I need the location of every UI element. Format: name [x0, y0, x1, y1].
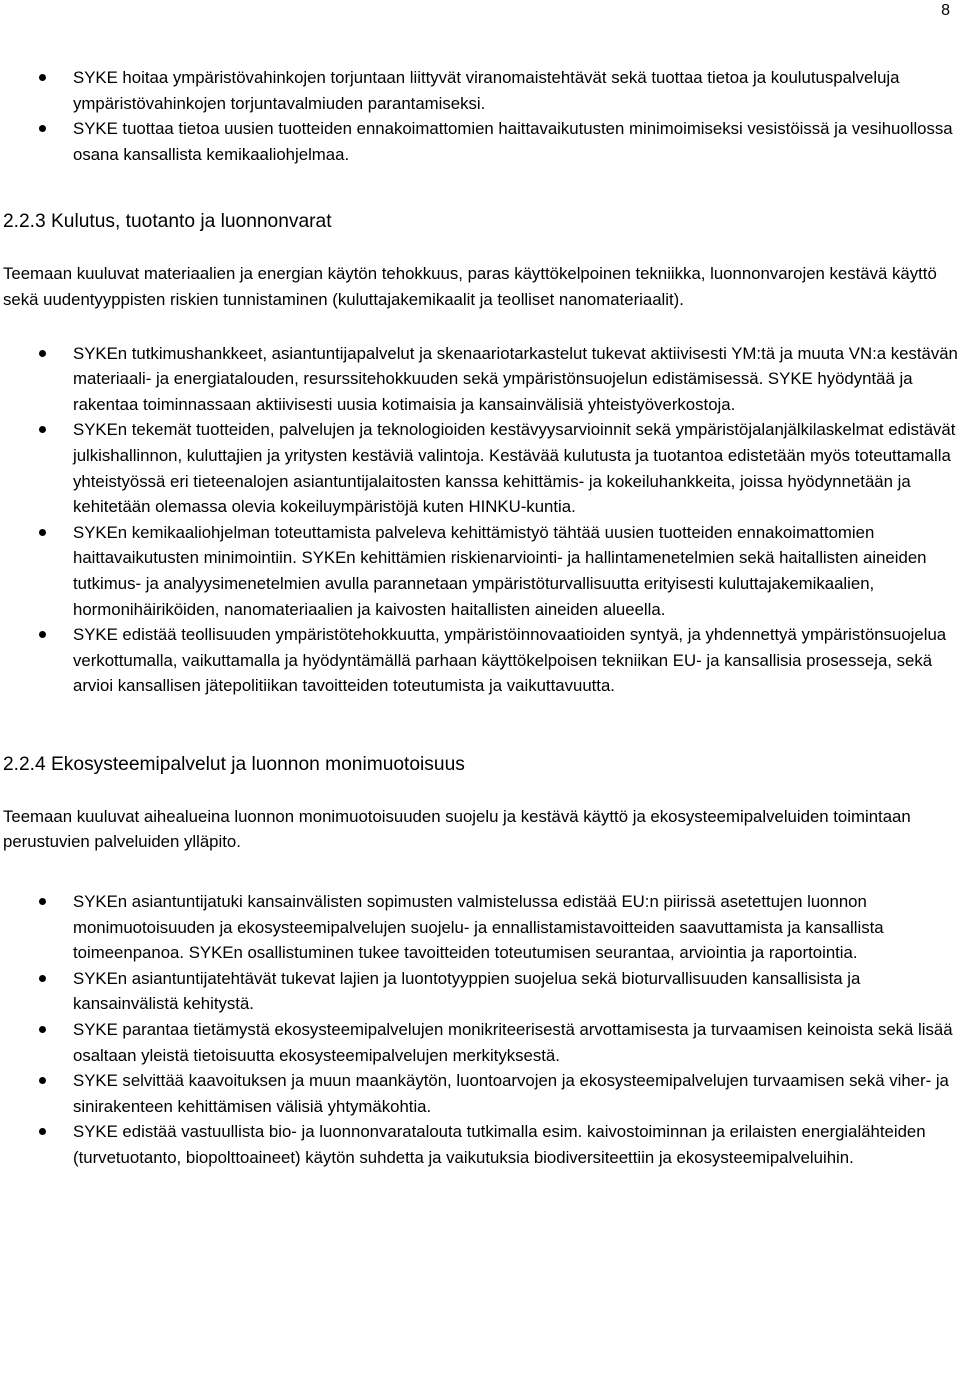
document-body [3, 65, 960, 1171]
section-bullet-list-2-2-3 [3, 341, 960, 699]
section-bullet-list-2-2-4 [3, 889, 960, 1171]
list-item: SYKE parantaa tietämystä ekosysteemipalvelujen monikriteerisestä arvottamisesta ja turvaamisen keinoista sekä lisää osaltaan yleistä tietoisuutta ekosysteemipalvelujen merkityksestä. [3, 1017, 960, 1068]
section-intro-2-2-4: Teemaan kuuluvat aihealueina luonnon monimuotoisuuden suojelu ja kestävä käyttö ja ekosysteemipalveluiden toimintaan perustuvien palveluiden ylläpito. [3, 806, 911, 852]
list-item: SYKEn tekemät tuotteiden, palvelujen ja teknologioiden kestävyysarvioinnit sekä ympäristöjalanjälkilaskelmat edistävät julkishallinnon, kuluttajien ja yritysten kestäviä valintoja. Kestävää kulutusta ja tuotantoa edistetään myös toteuttamalla yhteistyössä eri tieteenalojen asiantuntijalaitosten kanssa kehittämis- ja kokeiluhankkeita, joissa hyödynnetään ja kehitetään olemassa olevia kokeiluympäristöjä kuten HINKU-kuntia. [3, 417, 960, 519]
list-item: SYKEn asiantuntijatehtävät tukevat lajien ja luontotyyppien suojelua sekä bioturvallisuuden kansallisista ja kansainvälistä kehitystä. [3, 966, 960, 1017]
list-item: SYKEn asiantuntijatuki kansainvälisten sopimusten valmistelussa edistää EU:n piirissä asetettujen luonnon monimuotoisuuden ja ekosysteemipalvelujen suojelu- ja ennallistamistavoitteiden saavuttamista ja kansallista toimeenpanoa. SYKEn osallistuminen tukee tavoitteiden toteutumisen seurantaa, arviointia ja raportointia. [3, 889, 960, 966]
list-item: SYKE edistää teollisuuden ympäristötehokkuutta, ympäristöinnovaatioiden syntyä, ja yhdennettyä ympäristönsuojelua verkottumalla, vaikuttamalla ja hyödyntämällä parhaan käyttökelpoisen tekniikan EU- ja kansallisia prosesseja, sekä arvioi kansallisen jätepolitiikan tavoitteiden toteutumista ja vaikuttavuutta. [3, 622, 960, 699]
section-intro-2-2-3: Teemaan kuuluvat materiaalien ja energian käytön tehokkuus, paras käyttökelpoinen tekniikka, luonnonvarojen kestävä käyttö sekä uudentyyppisten riskien tunnistaminen (kuluttajakemikaalit ja teolliset nanomateriaalit). [3, 264, 937, 309]
list-item: SYKE tuottaa tietoa uusien tuotteiden ennakoimattomien haittavaikutusten minimoimiseksi vesistöissä ja vesihuollossa osana kansallista kemikaaliohjelmaa. [3, 116, 960, 167]
list-item: SYKEn kemikaaliohjelman toteuttamista palveleva kehittämistyö tähtää uusien tuotteiden ennakoimattomien haittavaikutusten minimointiin. SYKEn kehittämien riskienarviointi- ja hallintamenetelmien sekä haitallisten aineiden tutkimus- ja analyysimenetelmien avulla parannetaan ympäristöturvallisuutta erityisesti kuluttajakemikaalien, hormonihäiriköiden, nanomateriaalien ja kaivosten haitallisten aineiden alueella. [3, 520, 960, 622]
list-item: SYKEn tutkimushankkeet, asiantuntijapalvelut ja skenaariotarkastelut tukevat aktiivisesti YM:tä ja muuta VN:a kestävän materiaali- ja energiatalouden, resurssitehokkuuden sekä ympäristönsuojelun edistämisessä. SYKE hyödyntää ja rakentaa toiminnassaan aktiivisesti uusia kotimaisia ja kansainvälisiä yhteistyöverkostoja. [3, 341, 960, 418]
list-item: SYKE hoitaa ympäristövahinkojen torjuntaan liittyvät viranomaistehtävät sekä tuottaa tietoa ja koulutuspalveluja ympäristövahinkojen torjuntavalmiuden parantamiseksi. [3, 65, 960, 116]
section-heading-2-2-4: 2.2.4 Ekosysteemipalvelut ja luonnon monimuotoisuus [3, 753, 465, 775]
page-number: 8 [941, 2, 950, 19]
list-item: SYKE edistää vastuullista bio- ja luonnonvaratalouta tutkimalla esim. kaivostoiminnan ja erilaisten energialähteiden (turvetuotanto, biopolttoaineet) käytön suhdetta ja vaikutuksia biodiversiteettiin ja ekosysteemipalveluihin. [3, 1119, 960, 1170]
intro-bullet-list [3, 65, 960, 167]
list-item: SYKE selvittää kaavoituksen ja muun maankäytön, luontoarvojen ja ekosysteemipalvelujen turvaamisen sekä viher- ja sinirakenteen kehittämisen välisiä yhtymäkohtia. [3, 1068, 960, 1119]
section-heading-2-2-3: 2.2.3 Kulutus, tuotanto ja luonnonvarat [3, 211, 332, 233]
